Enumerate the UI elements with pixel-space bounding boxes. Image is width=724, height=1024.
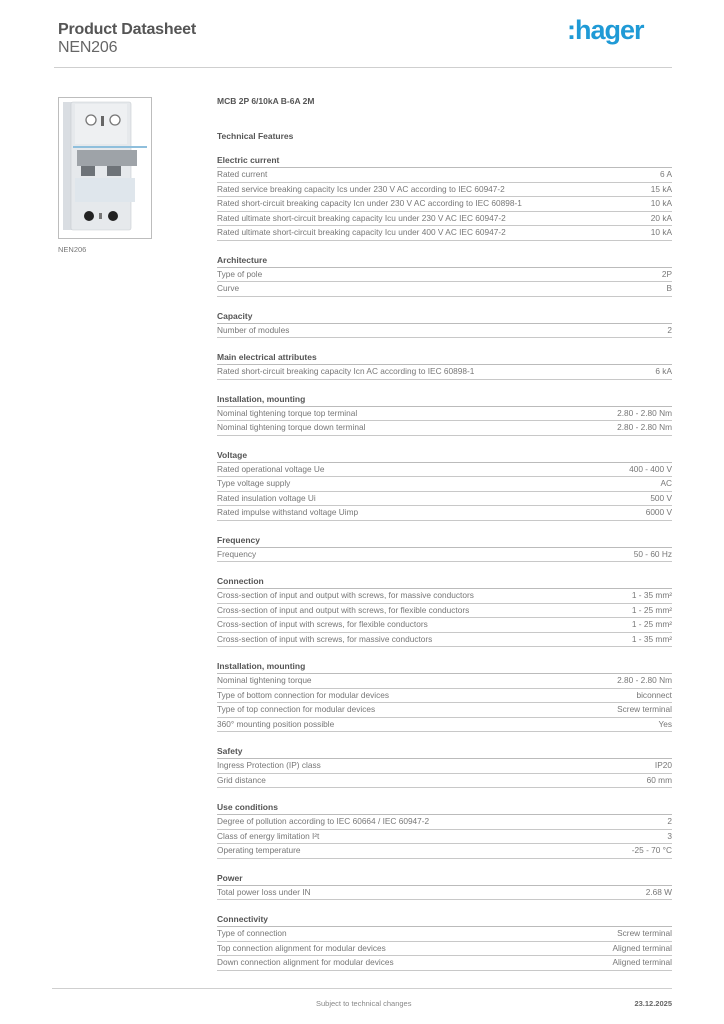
spec-section: [217, 661, 672, 732]
spec-label: Number of modules: [217, 324, 290, 335]
section-title: Installation, mounting: [217, 394, 672, 407]
spec-value: Yes: [658, 718, 672, 729]
spec-section: [217, 535, 672, 563]
spec-row: [217, 604, 672, 619]
spec-row: [217, 689, 672, 704]
spec-value: 2: [667, 816, 672, 826]
section-title: Safety: [217, 746, 672, 759]
spec-row: [217, 927, 672, 942]
spec-row: [217, 718, 672, 733]
footer-date: 23.12.2025: [634, 999, 672, 1008]
spec-label: Rated short-circuit breaking capacity Icn AC according to IEC 60898-1: [217, 366, 475, 376]
page-title: Product Datasheet: [58, 21, 196, 38]
spec-section: [217, 802, 672, 859]
spec-row: [217, 774, 672, 789]
spec-section: [217, 873, 672, 901]
spec-row: [217, 212, 672, 227]
spec-value: 10 kA: [650, 227, 672, 237]
section-title: Power: [217, 873, 672, 886]
spec-label: Type of top connection for modular devices: [217, 704, 376, 714]
spec-label: 360° mounting position possible: [217, 718, 335, 729]
spec-row: [217, 197, 672, 212]
spec-row: [217, 956, 672, 971]
spec-value: 50 - 60 Hz: [633, 548, 672, 559]
spec-value: 2P: [661, 268, 672, 279]
spec-label: Operating temperature: [217, 845, 301, 855]
spec-value: 15 kA: [650, 183, 672, 194]
spec-value: -25 - 70 °C: [631, 845, 672, 855]
spec-label: Nominal tightening torque: [217, 675, 312, 685]
footer-note: Subject to technical changes: [316, 999, 412, 1008]
spec-value: IP20: [654, 760, 672, 770]
spec-label: Frequency: [217, 548, 257, 559]
section-title: Use conditions: [217, 802, 672, 815]
spec-label: Rated ultimate short-circuit breaking capacity Icu under 400 V AC IEC 60947-2: [217, 227, 506, 237]
spec-row: [217, 324, 672, 339]
spec-section: [217, 352, 672, 380]
spec-value: 10 kA: [650, 198, 672, 208]
spec-row: [217, 548, 672, 563]
hager-logo: :hager: [567, 15, 644, 45]
spec-value: 2: [667, 324, 672, 335]
product-image: [58, 97, 152, 239]
spec-section: [217, 914, 672, 971]
spec-row: [217, 618, 672, 633]
spec-label: Nominal tightening torque top terminal: [217, 407, 358, 418]
footer-divider: [52, 988, 672, 989]
section-title: Architecture: [217, 255, 672, 268]
spec-value: 500 V: [650, 492, 672, 503]
section-title: Installation, mounting: [217, 661, 672, 674]
spec-row: [217, 886, 672, 901]
spec-row: [217, 703, 672, 718]
spec-value: Screw terminal: [617, 928, 672, 938]
spec-value: biconnect: [636, 689, 672, 700]
spec-row: [217, 168, 672, 183]
spec-label: Down connection alignment for modular devices: [217, 957, 394, 967]
product-code: NEN206: [58, 39, 118, 56]
spec-row: [217, 674, 672, 689]
spec-row: [217, 421, 672, 436]
spec-value: B: [666, 283, 672, 293]
section-title: Electric current: [217, 155, 672, 168]
spec-value: 2.80 - 2.80 Nm: [617, 407, 672, 418]
technical-features-heading: Technical Features: [217, 131, 294, 141]
spec-sections: [217, 155, 672, 971]
section-title: Capacity: [217, 311, 672, 324]
spec-value: 1 - 35 mm²: [631, 590, 672, 600]
spec-value: 6 kA: [655, 366, 672, 376]
spec-row: [217, 633, 672, 648]
spec-section: [217, 576, 672, 647]
spec-row: [217, 815, 672, 830]
spec-section: [217, 155, 672, 241]
spec-label: Cross-section of input with screws, for flexible conductors: [217, 619, 428, 629]
spec-label: Rated short-circuit breaking capacity Icn under 230 V AC according to IEC 60898-1: [217, 198, 522, 208]
spec-label: Rated ultimate short-circuit breaking capacity Icu under 230 V AC IEC 60947-2: [217, 212, 506, 223]
spec-label: Class of energy limitation I²t: [217, 830, 320, 841]
spec-section: [217, 746, 672, 788]
section-title: Frequency: [217, 535, 672, 548]
spec-value: 1 - 35 mm²: [631, 633, 672, 644]
spec-label: Top connection alignment for modular devices: [217, 942, 386, 953]
circuit-breaker-icon: [59, 98, 151, 238]
spec-row: [217, 477, 672, 492]
spec-row: [217, 506, 672, 521]
spec-section: [217, 450, 672, 521]
spec-value: AC: [660, 478, 672, 488]
section-title: Connectivity: [217, 914, 672, 927]
spec-label: Cross-section of input and output with screws, for flexible conductors: [217, 604, 470, 615]
spec-row: [217, 759, 672, 774]
spec-value: 2.68 W: [645, 886, 672, 897]
spec-row: [217, 282, 672, 297]
product-name: MCB 2P 6/10kA B-6A 2M: [217, 96, 315, 106]
spec-label: Rated current: [217, 169, 268, 179]
spec-row: [217, 407, 672, 422]
spec-value: 1 - 25 mm²: [631, 619, 672, 629]
spec-value: 2.80 - 2.80 Nm: [617, 422, 672, 432]
spec-label: Rated operational voltage Ue: [217, 463, 325, 474]
spec-value: Aligned terminal: [612, 957, 672, 967]
spec-label: Cross-section of input with screws, for massive conductors: [217, 633, 433, 644]
spec-label: Cross-section of input and output with screws, for massive conductors: [217, 590, 474, 600]
spec-label: Type voltage supply: [217, 478, 291, 488]
image-caption: NEN206: [58, 245, 87, 254]
spec-label: Rated service breaking capacity Ics under 230 V AC according to IEC 60947-2: [217, 183, 505, 194]
section-title: Voltage: [217, 450, 672, 463]
spec-section: [217, 255, 672, 297]
spec-row: [217, 365, 672, 380]
spec-row: [217, 589, 672, 604]
spec-label: Grid distance: [217, 774, 266, 785]
spec-content: [217, 95, 672, 971]
spec-value: 1 - 25 mm²: [631, 604, 672, 615]
section-title: Main electrical attributes: [217, 352, 672, 365]
spec-value: Aligned terminal: [612, 942, 672, 953]
spec-label: Rated insulation voltage Ui: [217, 492, 316, 503]
spec-row: [217, 830, 672, 845]
section-title: Connection: [217, 576, 672, 589]
spec-row: [217, 844, 672, 859]
spec-row: [217, 183, 672, 198]
spec-row: [217, 492, 672, 507]
spec-value: 6000 V: [645, 507, 672, 517]
spec-label: Type of bottom connection for modular devices: [217, 689, 390, 700]
spec-label: Type of pole: [217, 268, 263, 279]
spec-value: 6 A: [660, 169, 672, 179]
header-divider: [54, 67, 672, 68]
spec-row: [217, 942, 672, 957]
spec-value: 60 mm: [646, 774, 672, 785]
spec-label: Curve: [217, 283, 240, 293]
spec-row: [217, 268, 672, 283]
spec-label: Ingress Protection (IP) class: [217, 760, 321, 770]
spec-label: Degree of pollution according to IEC 60664 / IEC 60947-2: [217, 816, 430, 826]
spec-label: Type of connection: [217, 928, 287, 938]
spec-value: 400 - 400 V: [629, 463, 672, 474]
spec-value: 3: [667, 830, 672, 841]
spec-label: Rated impulse withstand voltage Uimp: [217, 507, 359, 517]
spec-row: [217, 463, 672, 478]
spec-section: [217, 394, 672, 436]
spec-value: Screw terminal: [617, 704, 672, 714]
spec-label: Nominal tightening torque down terminal: [217, 422, 366, 432]
spec-label: Total power loss under IN: [217, 886, 311, 897]
spec-row: [217, 226, 672, 241]
spec-section: [217, 311, 672, 339]
spec-value: 20 kA: [650, 212, 672, 223]
spec-value: 2.80 - 2.80 Nm: [617, 675, 672, 685]
